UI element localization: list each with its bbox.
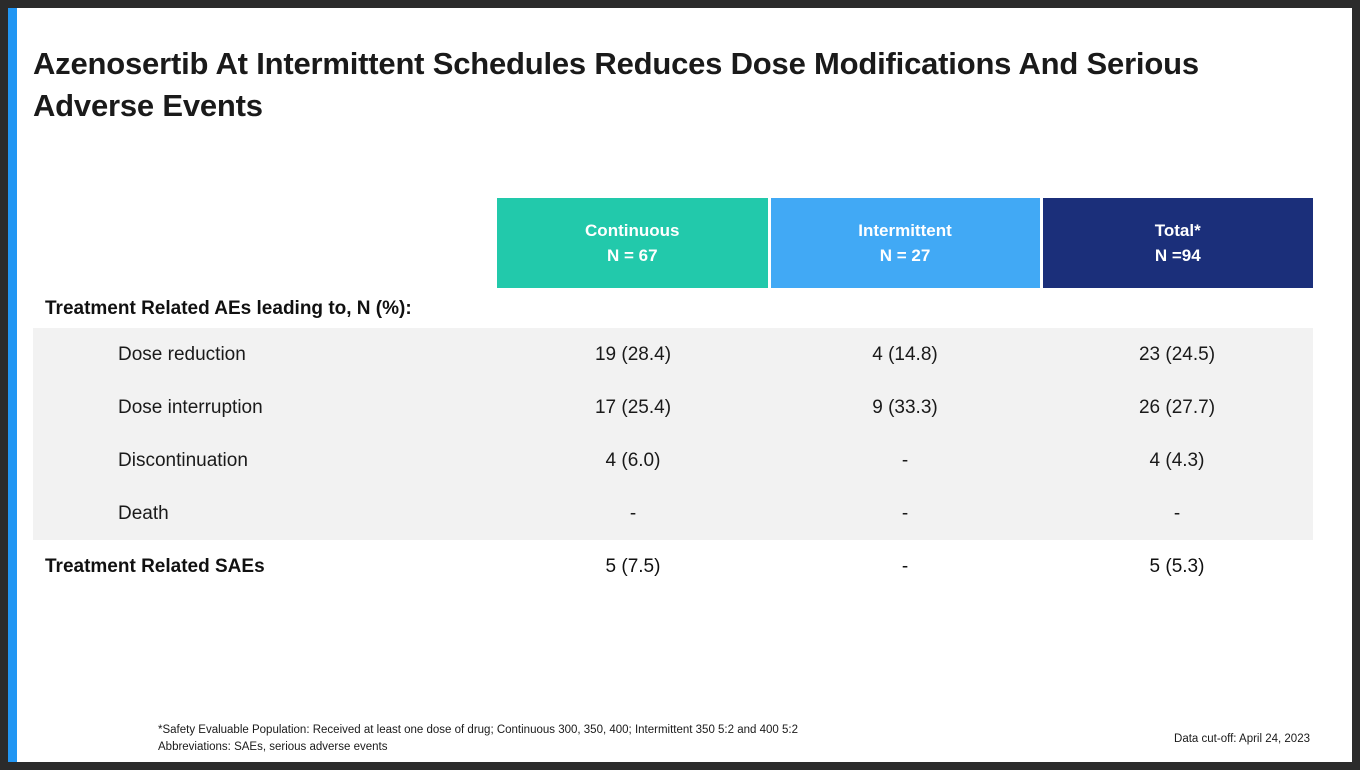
table-row: [33, 434, 1313, 487]
left-accent-bar: [8, 8, 17, 762]
cell-continuous: 17 (25.4): [497, 381, 769, 434]
column-header-total-n: N =94: [1154, 246, 1201, 265]
section-spacer-1: [497, 288, 769, 328]
cell-total: -: [1041, 487, 1313, 540]
table-row: [33, 328, 1313, 381]
adverse-events-table: [33, 198, 1313, 593]
section-label: Treatment Related AEs leading to, N (%):: [33, 288, 497, 328]
row-label: Dose interruption: [33, 381, 497, 434]
column-header-intermittent-n: N = 27: [879, 246, 931, 265]
cell-continuous: 19 (28.4): [497, 328, 769, 381]
column-header-continuous-label: Continuous: [585, 220, 680, 240]
data-cutoff-label: Data cut-off: April 24, 2023: [1174, 733, 1310, 745]
cell-total: 5 (5.3): [1041, 540, 1313, 593]
slide: [8, 8, 1352, 762]
column-header-intermittent: [769, 198, 1041, 288]
page-title: Azenosertib At Intermittent Schedules Reduces Dose Modifications And Serious Adverse Events: [33, 46, 1199, 123]
footnotes: [158, 722, 798, 755]
cell-intermittent: 9 (33.3): [769, 381, 1041, 434]
footnote-line-1: *Safety Evaluable Population: Received at least one dose of drug; Continuous 300, 350, 400; Intermittent 350 5:2 and 400 5:2: [158, 724, 798, 736]
cell-intermittent: -: [769, 487, 1041, 540]
table-row-total: [33, 540, 1313, 593]
cell-continuous: 4 (6.0): [497, 434, 769, 487]
cell-intermittent: -: [769, 540, 1041, 593]
cell-total: 4 (4.3): [1041, 434, 1313, 487]
table-header-row: [33, 198, 1313, 288]
row-label: Treatment Related SAEs: [33, 540, 497, 593]
cell-continuous: 5 (7.5): [497, 540, 769, 593]
section-spacer-3: [1041, 288, 1313, 328]
section-spacer-2: [769, 288, 1041, 328]
cell-intermittent: 4 (14.8): [769, 328, 1041, 381]
column-header-continuous-n: N = 67: [606, 246, 658, 265]
column-header-continuous: [497, 198, 769, 288]
cell-total: 23 (24.5): [1041, 328, 1313, 381]
row-label: Discontinuation: [33, 434, 497, 487]
row-label: Dose reduction: [33, 328, 497, 381]
table-row: [33, 381, 1313, 434]
cell-intermittent: -: [769, 434, 1041, 487]
row-label: Death: [33, 487, 497, 540]
table-section-row: [33, 288, 1313, 328]
header-spacer: [33, 198, 497, 288]
footnote-line-2: Abbreviations: SAEs, serious adverse events: [158, 740, 388, 753]
cell-continuous: -: [497, 487, 769, 540]
table-row: [33, 487, 1313, 540]
cell-total: 26 (27.7): [1041, 381, 1313, 434]
column-header-total: [1041, 198, 1313, 288]
column-header-intermittent-label: Intermittent: [858, 220, 952, 240]
column-header-total-label: Total*: [1154, 220, 1201, 240]
